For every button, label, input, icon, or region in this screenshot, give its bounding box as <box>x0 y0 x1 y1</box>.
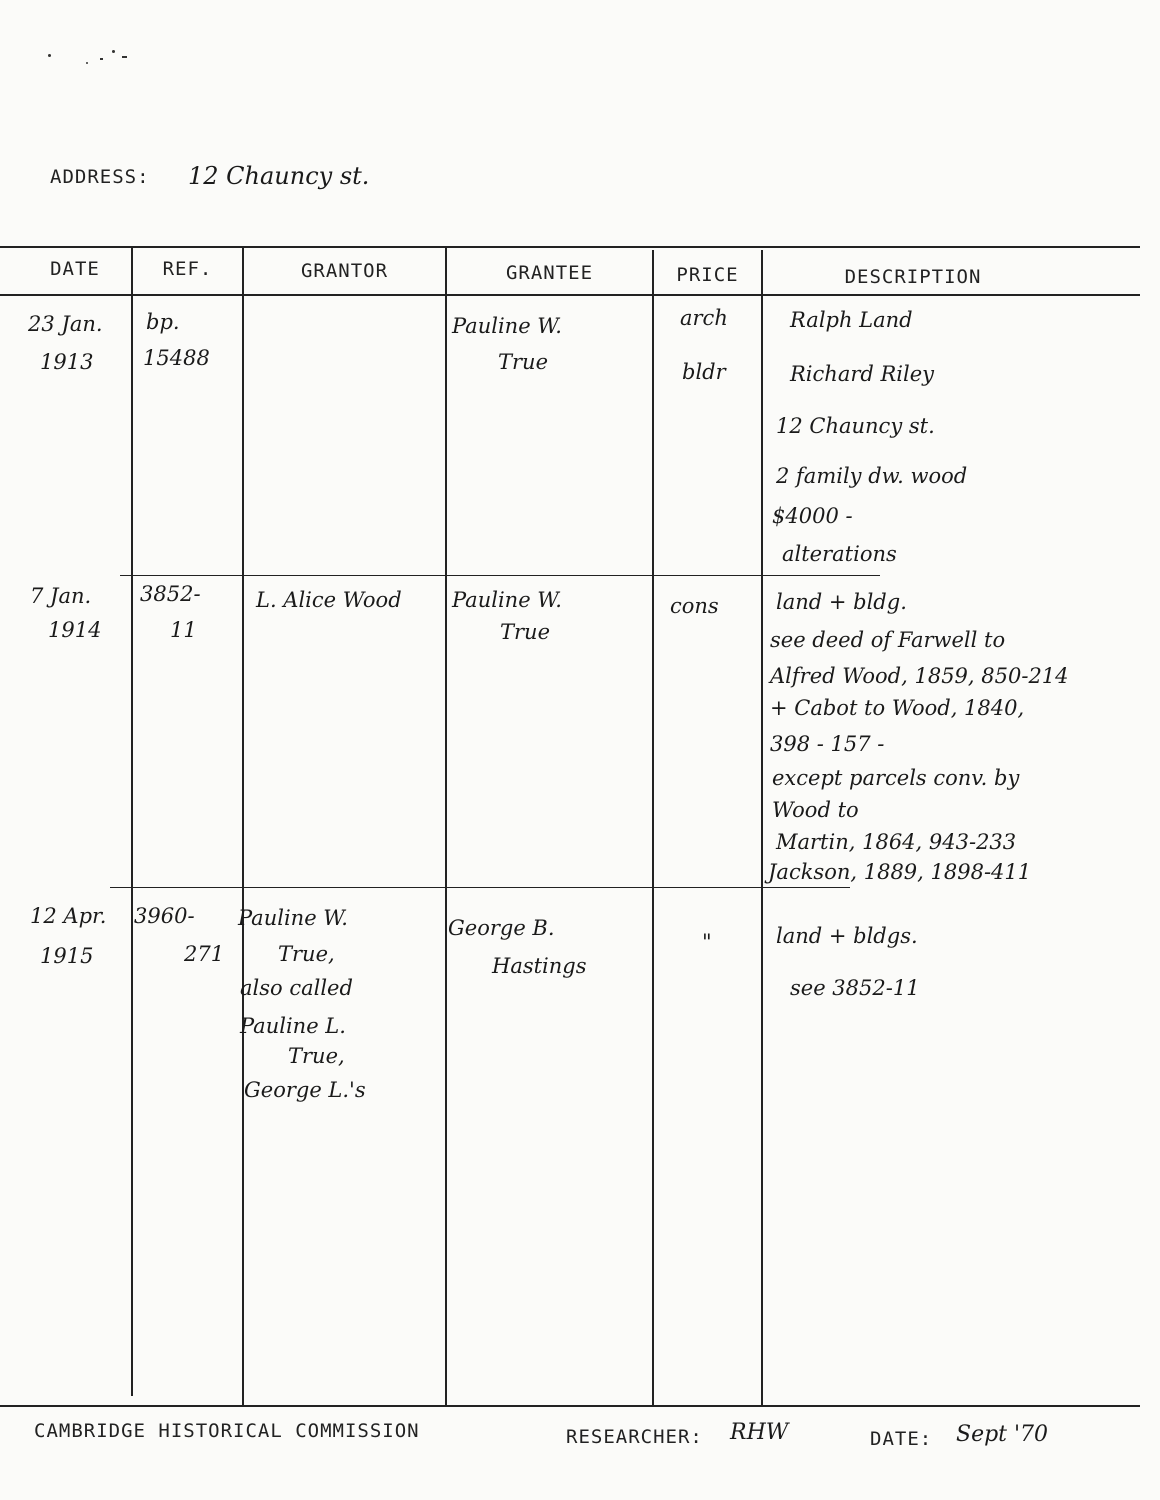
footer-researcher-value: RHW <box>730 1420 789 1445</box>
entry-2-description-line-2: see deed of Farwell to <box>770 628 1006 652</box>
entry-3-grantor-line-4: Pauline L. <box>240 1014 346 1038</box>
address-label: ADDRESS: <box>50 166 150 188</box>
entry-2-date-line-2: 1914 <box>48 618 102 642</box>
entry-2-grantor-line-1: L. Alice Wood <box>256 588 402 612</box>
footer-date-label: DATE: <box>870 1428 933 1450</box>
address-value: 12 Chauncy st. <box>188 162 370 190</box>
entry-1-grantee-line-2: True <box>498 350 548 374</box>
col-divider-ref-grantor <box>242 246 244 1405</box>
col-divider-price-description <box>761 250 763 1405</box>
entry-1-ref-line-1: bp. <box>146 310 180 334</box>
entry-2-description-line-1: land + bldg. <box>776 590 907 614</box>
entry-3-grantor-line-1: Pauline W. <box>238 906 348 930</box>
entry-2-description-line-6: except parcels conv. by <box>772 766 1020 790</box>
entry-1-description-line-5: $4000 - <box>772 504 853 528</box>
col-divider-grantor-grantee <box>445 246 447 1405</box>
entry-3-grantor-line-2: True, <box>278 942 335 966</box>
entry-3-grantee-line-1: George B. <box>448 916 555 940</box>
entry-3-grantee-line-2: Hastings <box>492 954 587 978</box>
col-header-date: DATE <box>50 258 100 280</box>
entry-2-description-line-9: Jackson, 1889, 1898-411 <box>768 860 1032 884</box>
entry-1-grantee-line-1: Pauline W. <box>452 314 562 338</box>
col-header-ref: REF. <box>162 258 213 280</box>
row-divider-1 <box>120 575 880 576</box>
entry-2-grantee-line-2: True <box>500 620 550 644</box>
entry-3-grantor-line-6: George L.'s <box>244 1078 366 1102</box>
entry-1-price-line-2: bldr <box>682 360 726 384</box>
entry-1-description-line-4: 2 family dw. wood <box>776 464 968 488</box>
entry-2-description-line-5: 398 - 157 - <box>770 732 885 756</box>
entry-2-description-line-8: Martin, 1864, 943-233 <box>776 830 1017 854</box>
entry-3-date-line-1: 12 Apr. <box>30 904 107 928</box>
col-header-grantee: GRANTEE <box>505 262 594 284</box>
entry-1-description-line-6: alterations <box>782 542 897 566</box>
entry-1-date-line-2: 1913 <box>40 350 94 374</box>
entry-3-ref-line-1: 3960- <box>134 904 195 928</box>
entry-2-price-line-1: cons <box>670 594 719 618</box>
entry-3-description-line-1: land + bldgs. <box>776 924 918 948</box>
col-header-grantor: GRANTOR <box>300 260 389 282</box>
table-bottom-rule <box>0 1405 1140 1407</box>
entry-2-ref-line-1: 3852- <box>140 582 201 606</box>
footer-researcher-label: RESEARCHER: <box>566 1426 703 1448</box>
entry-1-date-line-1: 23 Jan. <box>28 312 103 336</box>
entry-3-grantor-line-3: also called <box>240 976 353 1000</box>
entry-2-description-line-7: Wood to <box>772 798 859 822</box>
entry-3-price-line-1: " <box>702 930 712 954</box>
entry-3-description-line-2: see 3852-11 <box>790 976 920 1000</box>
col-header-price: PRICE <box>676 264 739 286</box>
entry-1-ref-line-2: 15488 <box>143 346 210 370</box>
footer-commission: CAMBRIDGE HISTORICAL COMMISSION <box>34 1420 420 1442</box>
col-divider-date-ref <box>131 246 133 1396</box>
entry-2-date-line-1: 7 Jan. <box>30 584 92 608</box>
entry-2-description-line-3: Alfred Wood, 1859, 850-214 <box>770 664 1069 688</box>
scan-specks <box>48 44 138 74</box>
entry-3-grantor-line-5: True, <box>288 1044 345 1068</box>
entry-1-description-line-2: Richard Riley <box>790 362 935 386</box>
entry-2-description-line-4: + Cabot to Wood, 1840, <box>770 696 1025 720</box>
entry-2-grantee-line-1: Pauline W. <box>452 588 562 612</box>
entry-1-price-line-1: arch <box>680 306 728 330</box>
col-divider-grantee-price <box>652 250 654 1405</box>
row-divider-2 <box>110 887 850 888</box>
entry-3-ref-line-2: 271 <box>184 942 225 966</box>
col-header-description: DESCRIPTION <box>844 266 982 288</box>
entry-2-ref-line-2: 11 <box>170 618 197 642</box>
header-bottom-rule <box>0 294 1140 296</box>
table-top-rule <box>0 246 1140 248</box>
entry-3-date-line-2: 1915 <box>40 944 94 968</box>
entry-1-description-line-3: 12 Chauncy st. <box>776 414 935 438</box>
entry-1-description-line-1: Ralph Land <box>790 308 913 332</box>
footer-date-value: Sept '70 <box>956 1422 1049 1447</box>
